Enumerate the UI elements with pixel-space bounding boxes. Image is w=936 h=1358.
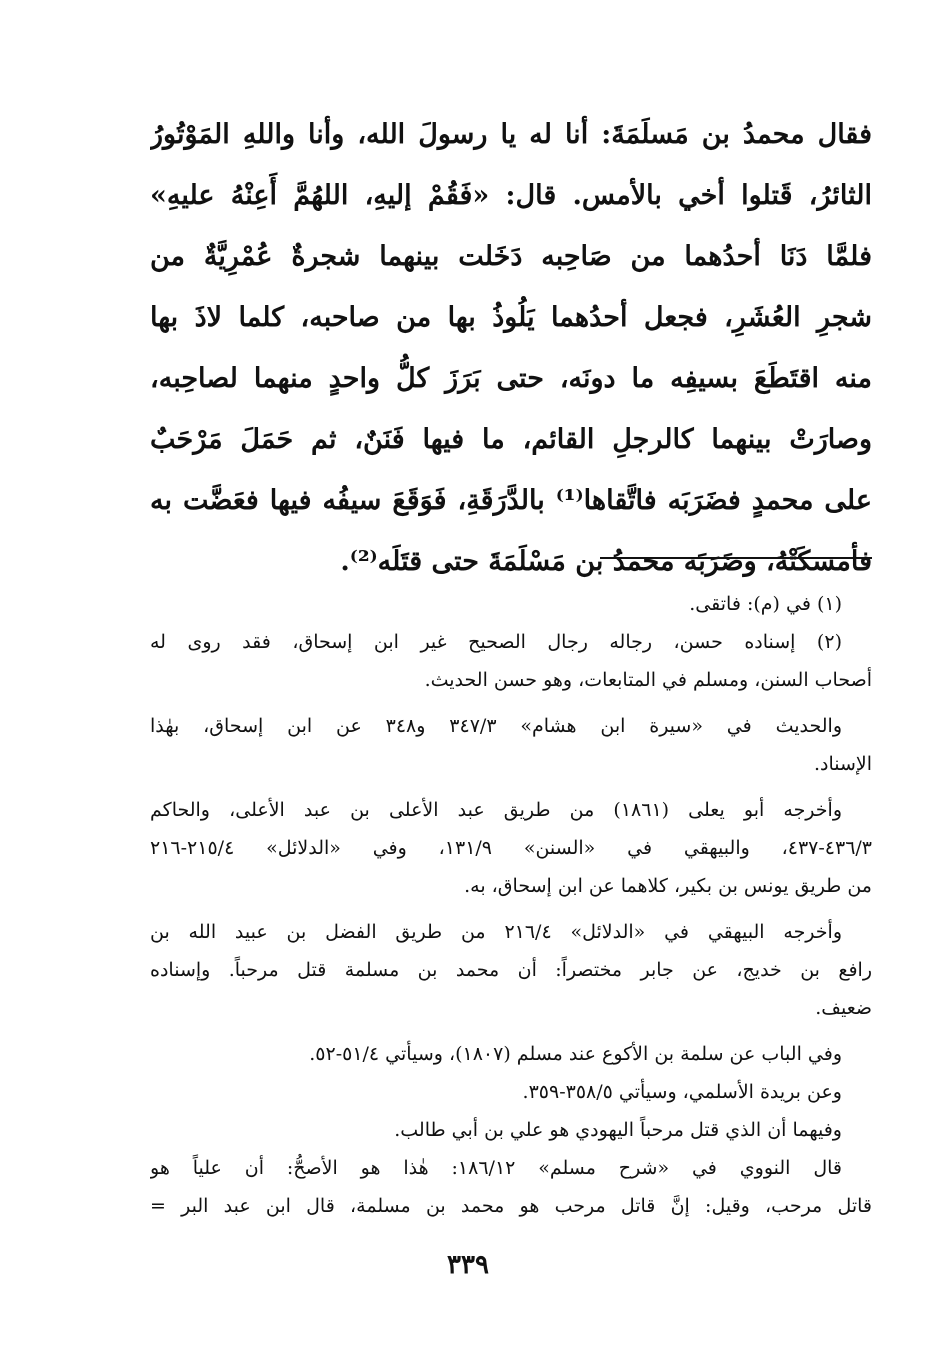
main-text-line: فلمَّا دَنَا أحدُهما من صَاحِبه دَخَلت بينهما شجرةٌ عُمْرِيَّةٌ من xyxy=(150,241,872,272)
footnote-line: وفي الباب عن سلمة بن الأكوع عند مسلم (١٨٠٧)، وسيأتي ٥١/٤-٥٢. xyxy=(309,1043,842,1065)
footnote-line: رافع بن خديج، عن جابر مختصراً: أن محمد بن مسلمة قتل مرحباً. وإسناده xyxy=(150,959,872,981)
footnote-separator xyxy=(600,557,872,559)
footnote-line: قال النووي في «شرح مسلم» ١٨٦/١٢: هٰذا هو الأصحُّ: أن علياً هو xyxy=(150,1157,842,1179)
main-text-line: فأمسكَتْهُ، وضَرَبَه محمدُ بن مَسْلَمَةَ حتى قتَلَه⁽²⁾. xyxy=(340,546,872,577)
page-number: ٣٣٩ xyxy=(447,1250,489,1280)
footnote-line: قاتل مرحب، وقيل: إنَّ قاتل مرحب هو محمد بن مسلمة، قال ابن عبد البر = xyxy=(150,1195,872,1217)
footnote-line: أصحاب السنن، ومسلم في المتابعات، وهو حسن الحديث. xyxy=(424,669,872,691)
footnote-line: والحديث في «سيرة ابن هشام» ٣٤٧/٣ و٣٤٨ عن ابن إسحاق، بهٰذا xyxy=(150,715,842,737)
main-text-line: وصارَتْ بينهما كالرجلِ القائم، ما فيها فَنَنٌ، ثم حَمَلَ مَرْحَبٌ xyxy=(150,424,872,455)
footnote-line: وأخرجه أبو يعلى (١٨٦١) من طريق عبد الأعلى بن عبد الأعلى، والحاكم xyxy=(150,799,842,821)
main-text-line: الثائرُ، قَتلوا أخي بالأمس. قال: «فَقُمْ إليهِ، اللهُمَّ أَعِنْهُ عليهِ» xyxy=(150,180,872,211)
main-text-line: منه اقتَطَعَ بسيفِه ما دونَه، حتى بَرَزَ كلُّ واحدٍ منهما لصاحِبه، xyxy=(150,363,872,394)
footnote-line: من طريق يونس بن بكير، كلاهما عن ابن إسحاق، به. xyxy=(464,875,872,897)
footnote-line: ضعيف. xyxy=(815,997,872,1019)
main-text-line: فقال محمدُ بن مَسلَمَةَ: أنا له يا رسولَ الله، وأنا واللهِ المَوْتُورُ xyxy=(150,119,872,150)
footnote-line: وفيهما أن الذي قتل مرحباً اليهودي هو علي بن أبي طالب. xyxy=(394,1119,842,1141)
footnote-line: الإسناد. xyxy=(813,753,872,775)
footnotes-block xyxy=(150,585,872,1225)
main-text-block xyxy=(150,104,872,592)
footnote-line: (١) في (م): فاتقى. xyxy=(689,593,842,615)
main-text-line: شجرِ العُشَرِ، فجعل أحدُهما يَلُوذُ بها من صاحبه، كلما لاذَ بها xyxy=(150,302,872,333)
footnote-line: ٤٣٦/٣-٤٣٧، والبيهقي في «السنن» ١٣١/٩، وفي «الدلائل» ٢١٥/٤-٢١٦ xyxy=(150,837,872,859)
footnote-line: وأخرجه البيهقي في «الدلائل» ٢١٦/٤ من طريق الفضل بن عبيد الله بن xyxy=(150,921,842,943)
footnote-line: وعن بريدة الأسلمي، وسيأتي ٣٥٨/٥-٣٥٩. xyxy=(522,1081,842,1103)
main-text-line: على محمدٍ فضَرَبَه فاتَّقاها⁽¹⁾ بالدَّرَقَةِ، فَوَقَعَ سيفُه فيها فعَضَّت به xyxy=(150,485,872,516)
footnote-line: (٢) إسناده حسن، رجاله رجال الصحيح غير ابن إسحاق، فقد روى له xyxy=(150,631,842,653)
